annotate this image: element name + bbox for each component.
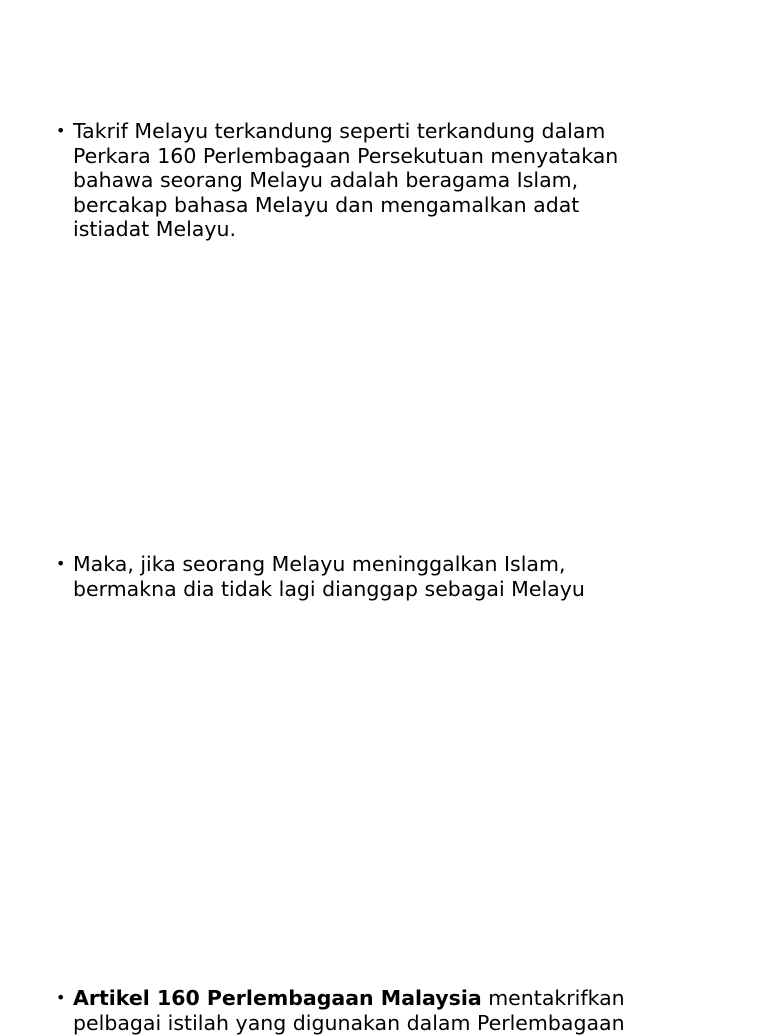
bullet-item-artikel-160 (56, 986, 696, 1035)
bullet-bold-text: Artikel 160 Perlembagaan Malaysia (73, 986, 482, 1010)
bullet-text: Maka, jika seorang Melayu meninggalkan Islam, bermakna dia tidak lagi dianggap sebagai Melayu (73, 552, 585, 601)
bullet-dot: • (56, 988, 66, 1007)
bullet-rest-text: mentakrifkan pelbagai istilah yang digunakan dalam Perlembagaan (73, 986, 625, 1035)
bullet-text (73, 986, 673, 1035)
bullet-item-meninggalkan-islam (56, 552, 696, 601)
bullet-dot: • (56, 554, 66, 573)
bullet-item-takrif-melayu (56, 119, 696, 242)
bullet-text: Takrif Melayu terkandung seperti terkandung dalam Perkara 160 Perlembagaan Persekutuan menyatakan bahawa seorang Melayu adalah beragama Islam, bercakap bahasa Melayu dan mengamalkan adat istiadat Melayu. (73, 119, 619, 241)
bullet-dot: • (56, 121, 66, 140)
